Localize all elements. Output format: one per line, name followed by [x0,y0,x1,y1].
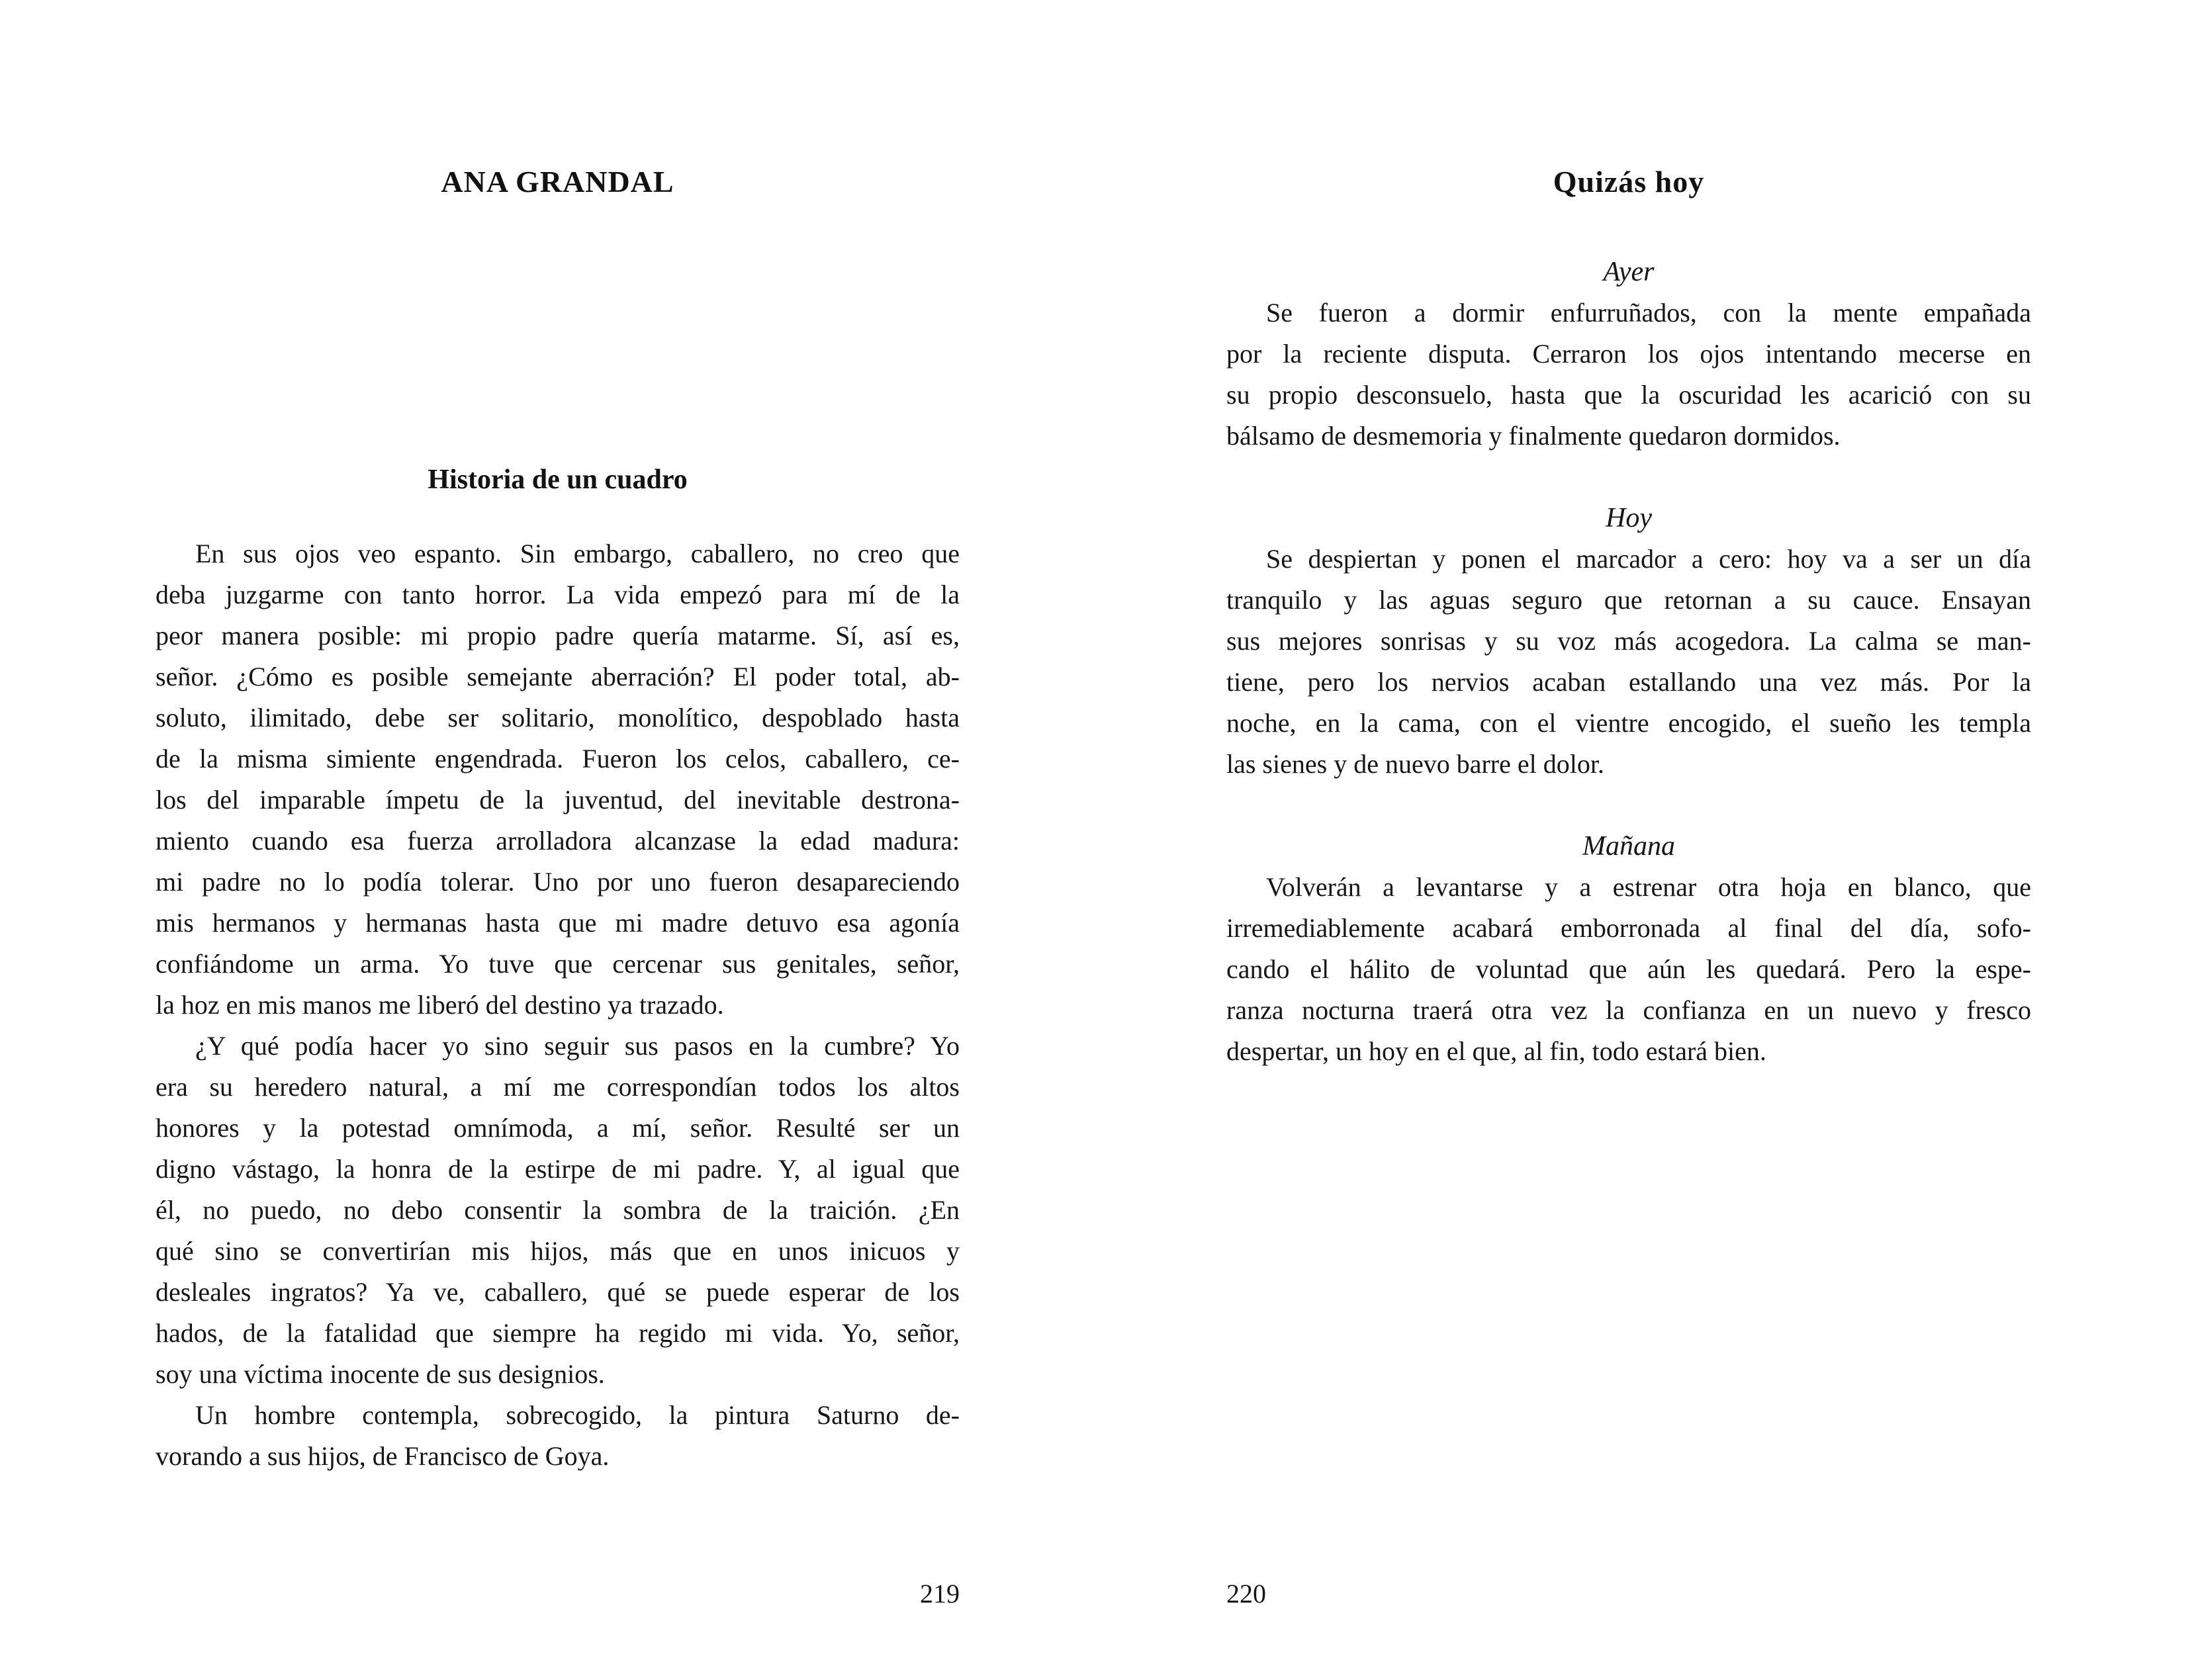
right-page [1226,0,2031,1680]
author-running-header: ANA GRANDAL [441,165,674,199]
text-line: En sus ojos veo espanto. Sin embargo, caballero, no creo que [195,539,960,568]
text-line: miento cuando esa fuerza arrolladora alcanzase la edad madura: [156,826,960,856]
text-line: soluto, ilimitado, debe ser solitario, monolítico, despoblado hasta [156,703,960,732]
text-line: tranquilo y las aguas seguro que retornan a su cauce. Ensayan [1226,585,2031,615]
paragraph [1226,292,2031,457]
section-heading: Ayer [1603,257,1655,287]
text-line: irremediablemente acabará emborronada al final del día, sofo- [1226,913,2031,943]
text-line: honores y la potestad omnímoda, a mí, señor. Resulté ser un [156,1113,960,1143]
text-line: vorando a sus hijos, de Francisco de Goya. [156,1441,610,1471]
text-line: soy una víctima inocente de sus designios. [156,1359,605,1389]
text-line: por la reciente disputa. Cerraron los ojos intentando mecerse en [1226,339,2031,369]
page-number-right: 220 [1226,1579,1266,1609]
text-line: mi padre no lo podía tolerar. Uno por uno fueron desapareciendo [156,867,960,897]
text-line: Se despiertan y ponen el marcador a cero: hoy va a ser un día [1266,544,2031,574]
section-heading: Hoy [1606,503,1652,533]
text-line: Un hombre contempla, sobrecogido, la pintura Saturno de- [195,1400,960,1430]
paragraph [156,1395,960,1477]
text-line: confiándome un arma. Yo tuve que cercenar sus genitales, señor, [156,949,960,979]
story-body [1226,251,2031,1072]
text-line: los del imparable ímpetu de la juventud, del inevitable destrona- [156,785,960,815]
text-line: deba juzgarme con tanto horror. La vida empezó para mí de la [156,580,960,609]
text-line: desleales ingratos? Ya ve, caballero, qué se puede esperar de los [156,1277,960,1307]
text-line: era su heredero natural, a mí me correspondían todos los altos [156,1072,960,1102]
text-line: Volverán a levantarse y a estrenar otra hoja en blanco, que [1266,872,2031,902]
text-line: peor manera posible: mi propio padre quería matarme. Sí, así es, [156,621,960,650]
text-line: sus mejores sonrisas y su voz más acogedora. La calma se man- [1226,626,2031,656]
text-line: ranza nocturna traerá otra vez la confianza en un nuevo y fresco [1226,995,2031,1025]
text-line: qué sino se convertirían mis hijos, más que en unos inicuos y [156,1236,960,1266]
section-manana [1226,826,2031,1072]
text-line: bálsamo de desmemoria y finalmente quedaron dormidos. [1226,421,1841,451]
story-title: Historia de un cuadro [428,464,688,495]
section-ayer [1226,251,2031,457]
story-running-header: Quizás hoy [1553,165,1705,199]
story-body [156,533,960,1477]
left-page [156,0,960,1680]
paragraph [156,533,960,1026]
section-heading: Mañana [1582,831,1675,862]
text-line: hados, de la fatalidad que siempre ha regido mi vida. Yo, señor, [156,1318,960,1348]
section-hoy [1226,498,2031,785]
text-line: Se fueron a dormir enfurruñados, con la mente empañada [1266,298,2031,328]
text-line: noche, en la cama, con el vientre encogido, el sueño les templa [1226,708,2031,738]
text-line: él, no puedo, no debo consentir la sombra de la traición. ¿En [156,1195,960,1225]
text-line: digno vástago, la honra de la estirpe de mi padre. Y, al igual que [156,1154,960,1184]
text-line: despertar, un hoy en el que, al fin, todo estará bien. [1226,1036,1766,1066]
paragraph [156,1026,960,1395]
text-line: la hoz en mis manos me liberó del destino ya trazado. [156,990,724,1020]
text-line: las sienes y de nuevo barre el dolor. [1226,749,1604,779]
text-line: tiene, pero los nervios acaban estallando una vez más. Por la [1226,667,2031,697]
text-line: mis hermanos y hermanas hasta que mi madre detuvo esa agonía [156,908,960,938]
text-line: ¿Y qué podía hacer yo sino seguir sus pasos en la cumbre? Yo [195,1031,960,1061]
text-line: señor. ¿Cómo es posible semejante aberración? El poder total, ab- [156,662,960,691]
paragraph [1226,539,2031,785]
text-line: de la misma simiente engendrada. Fueron los celos, caballero, ce- [156,744,960,774]
paragraph [1226,867,2031,1072]
page-number-left: 219 [920,1579,960,1609]
text-line: cando el hálito de voluntad que aún les quedará. Pero la espe- [1226,954,2031,984]
text-line: su propio desconsuelo, hasta que la oscuridad les acarició con su [1226,380,2031,410]
